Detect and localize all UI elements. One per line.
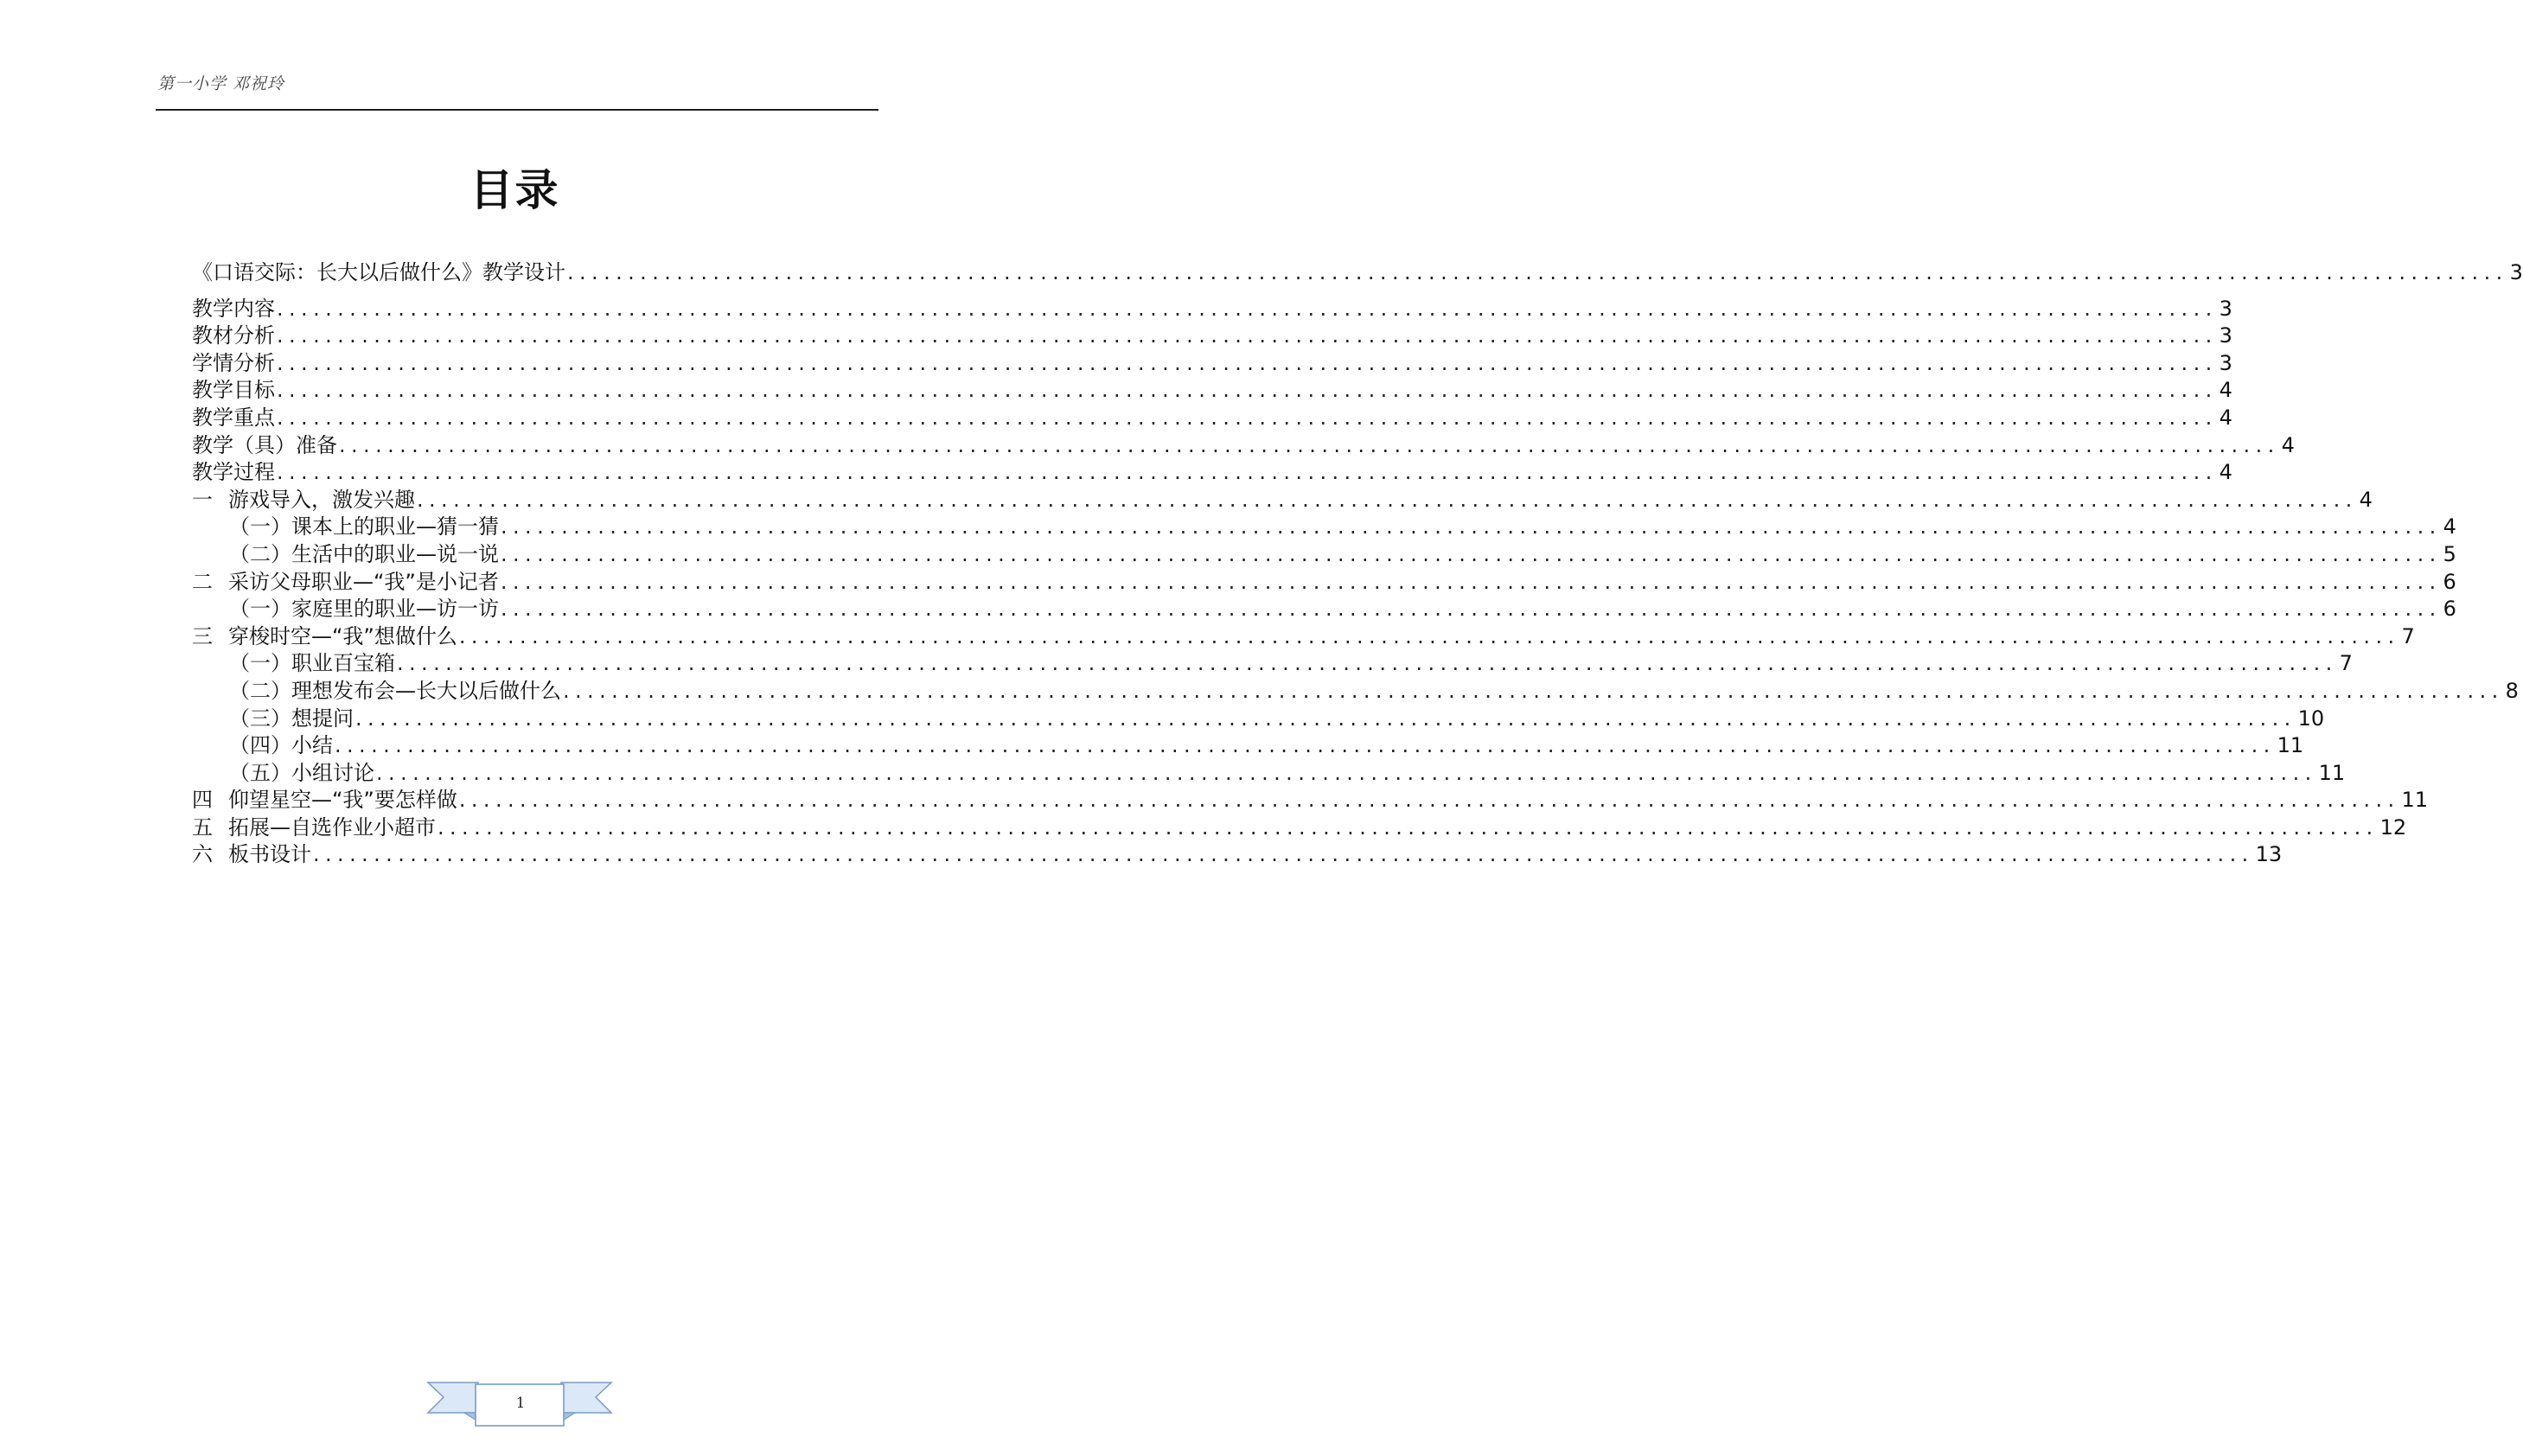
toc-entry-number: 六 bbox=[192, 842, 213, 867]
toc-entry[interactable] bbox=[192, 787, 2429, 814]
toc-entry-text: （五）小组讨论 bbox=[229, 760, 374, 785]
toc-dot-leader: ................................................................................................................................................................ bbox=[376, 760, 2317, 785]
toc-entry[interactable] bbox=[192, 322, 2232, 350]
toc-entry-text: 教学目标 bbox=[192, 378, 275, 403]
toc-entry-label bbox=[192, 350, 275, 378]
toc-entry-label bbox=[229, 541, 499, 569]
toc-entry[interactable] bbox=[192, 514, 2456, 541]
toc-entry-text: 学情分析 bbox=[192, 350, 275, 375]
toc-entry-text: 教学重点 bbox=[192, 405, 275, 430]
toc-page-number: 5 bbox=[2443, 541, 2456, 566]
toc-entry-label bbox=[192, 487, 415, 514]
toc-entry-text: 教材分析 bbox=[192, 323, 275, 348]
toc-entry-number: 一 bbox=[192, 487, 213, 512]
toc-dot-leader: ................................................................................................................................................................ bbox=[277, 323, 2218, 348]
toc-dot-leader: ................................................................................................................................................................ bbox=[277, 405, 2218, 430]
toc-page-number: 4 bbox=[2359, 487, 2373, 512]
toc-entry-label bbox=[192, 296, 275, 323]
toc-dot-leader: ................................................................................................................................................................ bbox=[277, 460, 2218, 485]
toc-entry-label bbox=[229, 596, 499, 623]
toc-entry[interactable] bbox=[192, 296, 2232, 323]
toc-entry[interactable] bbox=[192, 350, 2232, 378]
ribbon-left-tail bbox=[428, 1383, 478, 1413]
toc-entry[interactable] bbox=[192, 377, 2232, 405]
page-header-text: 第一小学 邓祝玲 bbox=[157, 74, 285, 93]
toc-dot-leader: ................................................................................................................................................................ bbox=[438, 814, 2379, 840]
toc-page-number: 3 bbox=[2219, 350, 2232, 375]
toc-entry-text: 板书设计 bbox=[228, 842, 311, 867]
toc-entry-text: （三）想提问 bbox=[229, 706, 354, 731]
toc-page-number: 10 bbox=[2297, 706, 2325, 731]
toc-entry-label bbox=[229, 706, 354, 733]
toc-entry[interactable] bbox=[192, 487, 2373, 514]
toc-entry-text: 教学（具）准备 bbox=[192, 432, 337, 457]
toc-entry-text: （一）课本上的职业—猜一猜 bbox=[229, 514, 499, 540]
toc-page-number: 12 bbox=[2379, 814, 2407, 840]
toc-entry-label bbox=[229, 732, 333, 760]
toc-page-number: 7 bbox=[2339, 651, 2353, 676]
toc-entry[interactable] bbox=[192, 541, 2456, 569]
toc-entry[interactable] bbox=[192, 706, 2325, 733]
toc-entry-text: 教学过程 bbox=[192, 460, 275, 485]
toc-entry-label bbox=[229, 514, 499, 541]
toc-dot-leader: ................................................................................................................................................................ bbox=[458, 788, 2400, 813]
toc-entry[interactable] bbox=[192, 760, 2346, 788]
toc-entry-text: （四）小结 bbox=[229, 733, 333, 758]
toc-page-number: 3 bbox=[2219, 323, 2232, 348]
toc-entry-text: （一）职业百宝箱 bbox=[229, 651, 395, 676]
toc-page-number: 3 bbox=[2219, 296, 2232, 321]
toc-dot-leader: ................................................................................................................................................................ bbox=[563, 678, 2504, 703]
toc-entry-text: 穿梭时空—“我”想做什么 bbox=[228, 623, 457, 648]
toc-dot-leader: ................................................................................................................................................................ bbox=[313, 842, 2254, 867]
toc-entry-label bbox=[192, 432, 337, 460]
toc-entry[interactable] bbox=[192, 569, 2456, 597]
toc-entry-text: （二）生活中的职业—说一说 bbox=[229, 541, 499, 566]
toc-entry-number: 二 bbox=[192, 569, 213, 594]
toc-entry-text: 游戏导入，激发兴趣 bbox=[228, 487, 415, 512]
toc-entry-text: 《口语交际：长大以后做什么》教学设计 bbox=[192, 260, 565, 284]
toc-entry[interactable] bbox=[192, 405, 2232, 432]
toc-entry-label bbox=[192, 623, 457, 651]
toc-entry-text: （二）理想发布会—长大以后做什么 bbox=[229, 678, 561, 703]
toc-entry[interactable] bbox=[192, 596, 2456, 623]
header-divider bbox=[156, 109, 878, 111]
toc-entry[interactable] bbox=[192, 432, 2295, 460]
toc-page-number: 4 bbox=[2219, 460, 2232, 485]
toc-page-number: 11 bbox=[2318, 760, 2346, 785]
toc-entry-label bbox=[229, 760, 374, 788]
toc-entry-label bbox=[192, 787, 457, 814]
toc-dot-leader: ................................................................................................................................................................ bbox=[339, 432, 2280, 457]
toc-dot-leader: ................................................................................................................................................................ bbox=[355, 706, 2296, 731]
toc-entry-text: 仰望星空—“我”要怎样做 bbox=[228, 788, 457, 813]
toc-entry-label bbox=[229, 678, 561, 706]
toc-entry-text: （一）家庭里的职业—访一访 bbox=[229, 597, 499, 622]
toc-dot-leader: ................................................................................................................................................................ bbox=[417, 487, 2358, 512]
page-number: 1 bbox=[515, 1395, 526, 1412]
toc-entry-number: 五 bbox=[192, 814, 213, 840]
ribbon-right-tail bbox=[561, 1383, 611, 1413]
toc-page-number: 4 bbox=[2443, 514, 2456, 540]
toc-dot-leader: ................................................................................................................................................................ bbox=[501, 514, 2442, 540]
toc-entry[interactable] bbox=[192, 623, 2415, 651]
toc-page-number: 6 bbox=[2443, 569, 2456, 594]
toc-entry-label bbox=[192, 322, 275, 350]
table-of-contents bbox=[192, 259, 2523, 869]
toc-page-number: 13 bbox=[2255, 842, 2283, 867]
toc-entry-label bbox=[229, 650, 395, 678]
toc-entry-label bbox=[192, 569, 499, 597]
toc-dot-leader: ................................................................................................................................................................ bbox=[335, 733, 2276, 758]
toc-entry-label bbox=[192, 841, 311, 869]
toc-page-number: 4 bbox=[2219, 378, 2232, 403]
toc-entry[interactable] bbox=[192, 259, 2523, 287]
page-title: 目录 bbox=[469, 165, 560, 215]
toc-dot-leader: ................................................................................................................................................................ bbox=[277, 296, 2218, 321]
toc-entry[interactable] bbox=[192, 814, 2407, 842]
toc-page-number: 11 bbox=[2277, 733, 2304, 758]
toc-entry[interactable] bbox=[192, 459, 2232, 487]
toc-page-number: 4 bbox=[2219, 405, 2232, 430]
toc-dot-leader: ................................................................................................................................................................ bbox=[500, 569, 2442, 594]
toc-entry-text: 拓展—自选作业小超市 bbox=[228, 814, 436, 840]
toc-page-number: 6 bbox=[2443, 597, 2456, 622]
toc-page-number: 8 bbox=[2505, 678, 2519, 703]
toc-dot-leader: ................................................................................................................................................................ bbox=[458, 623, 2400, 648]
toc-entry[interactable] bbox=[192, 841, 2283, 869]
toc-entry[interactable] bbox=[192, 732, 2304, 760]
toc-entry-text: 教学内容 bbox=[192, 296, 275, 321]
toc-dot-leader: ................................................................................................................................................................ bbox=[501, 541, 2442, 566]
toc-entry-label bbox=[192, 377, 275, 405]
toc-dot-leader: ................................................................................................................................................................ bbox=[397, 651, 2338, 676]
toc-entry[interactable] bbox=[192, 678, 2519, 706]
toc-page-number: 11 bbox=[2401, 788, 2429, 813]
toc-entry-text: 采访父母职业—“我”是小记者 bbox=[228, 569, 499, 594]
toc-dot-leader: ................................................................................................................................................................ bbox=[277, 378, 2218, 403]
toc-entry-number: 四 bbox=[192, 788, 213, 813]
toc-page-number: 7 bbox=[2401, 623, 2415, 648]
toc-entry-label bbox=[192, 259, 565, 287]
toc-dot-leader: ................................................................................................................................................................ bbox=[277, 350, 2218, 375]
toc-dot-leader: ................................................................................................................................................................ bbox=[567, 260, 2508, 284]
toc-entry[interactable] bbox=[192, 650, 2353, 678]
toc-entry-label bbox=[192, 459, 275, 487]
toc-entry-label bbox=[192, 814, 436, 842]
toc-dot-leader: ................................................................................................................................................................ bbox=[501, 597, 2442, 622]
toc-entry-number: 三 bbox=[192, 623, 213, 648]
toc-entry-label bbox=[192, 405, 275, 432]
toc-page-number: 4 bbox=[2281, 432, 2295, 457]
toc-page-number: 3 bbox=[2509, 260, 2523, 284]
